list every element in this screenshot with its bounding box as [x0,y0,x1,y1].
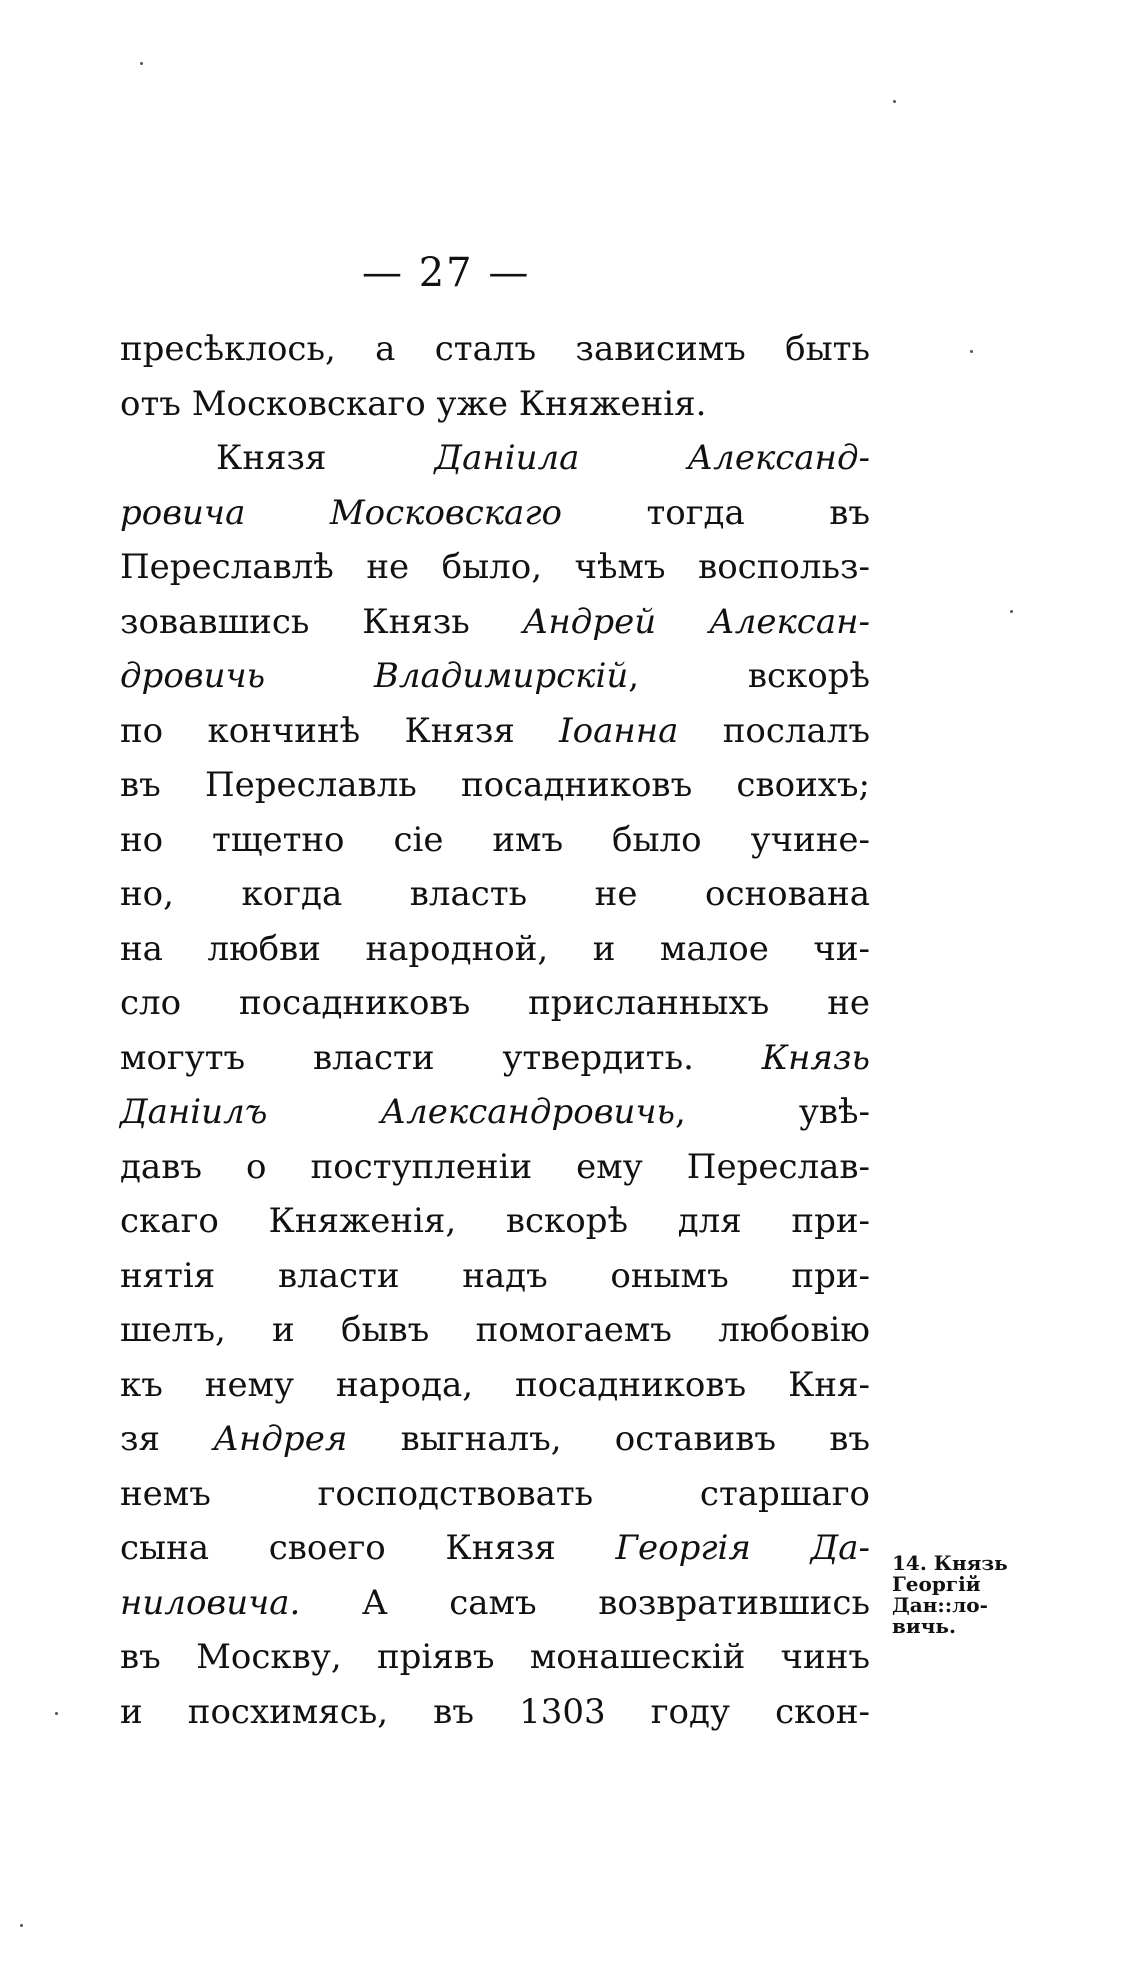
scan-speck [140,62,143,65]
text-line: на любви народной, и малое чи- [120,928,870,969]
text-line: по кончинѣ Князя Іоанна послалъ [120,710,870,751]
scan-speck [970,350,973,353]
text-line: зя Андрея выгналъ, оставивъ въ [120,1419,870,1459]
text-line: ниловича. А самъ возвратившись [120,1582,870,1623]
italic-name: ниловича. [120,1582,301,1623]
text-line: давъ о поступленіи ему Переслав- [120,1146,870,1187]
text-line: Князя Даніила Александ- [216,438,870,478]
italic-name: Даніилъ Александровичь [120,1092,676,1132]
text-line: немъ господствовать старшаго [120,1473,870,1514]
margin-note [892,1553,1032,1637]
italic-name: Андрея [213,1419,348,1459]
text-line: пресѣклось, а сталъ зависимъ быть [120,329,870,369]
italic-name: дровичь Владимирскій [120,656,629,696]
margin-note-line: Дан::ло- [892,1593,988,1617]
text-line: въ Переславль посадниковъ своихъ; [120,765,870,805]
text-line: шелъ, и бывъ помогаемъ любовію [120,1310,870,1350]
text-line: зовавшись Князь Андрей Алексан- [120,601,870,642]
text-line: сына своего Князя Георгія Да- [120,1528,870,1568]
text-line: могутъ власти утвердить. Князь [120,1037,870,1078]
margin-note-line: 14. Князь [892,1551,1008,1575]
scan-speck [55,1712,58,1715]
scan-speck [20,1924,23,1927]
text-line: нятія власти надъ онымъ при- [120,1255,870,1296]
text-line: скаго Княженія, вскорѣ для при- [120,1201,870,1241]
text-line: отъ Московскаго уже Княженія. [120,383,707,424]
text-line: ровича Московскаго тогда въ [120,492,871,533]
text-line: но тщетно сіе имъ было учине- [120,819,870,860]
italic-name: ровича Московскаго [120,492,562,533]
italic-name: Даніила Александ- [434,438,870,478]
scan-speck [1010,610,1013,613]
margin-note-line: вичь. [892,1614,956,1638]
text-line: Переславлѣ не было, чѣмъ воспольз- [120,547,870,587]
page-number: — 27 — [362,250,531,296]
text-line: но, когда власть не основана [120,874,870,914]
text-line: и посхимясь, въ 1303 году скон- [120,1691,870,1732]
margin-note-line: Георгій [892,1572,981,1596]
italic-name: Георгія Да- [615,1528,870,1568]
text-line: дровичь Владимирскій, вскорѣ [120,656,870,696]
text-line: въ Москву, пріявъ монашескій чинъ [120,1637,870,1677]
text-line: сло посадниковъ присланныхъ не [120,983,870,1023]
italic-name: Князь [761,1037,870,1078]
text-line: къ нему народа, посадниковъ Кня- [120,1364,870,1405]
italic-name: Андрей Алексан- [522,601,870,642]
body-text [120,322,870,1739]
italic-name: Іоанна [559,710,679,751]
scan-speck [893,100,896,103]
text-line: Даніилъ Александровичь, увѣ- [120,1092,870,1132]
